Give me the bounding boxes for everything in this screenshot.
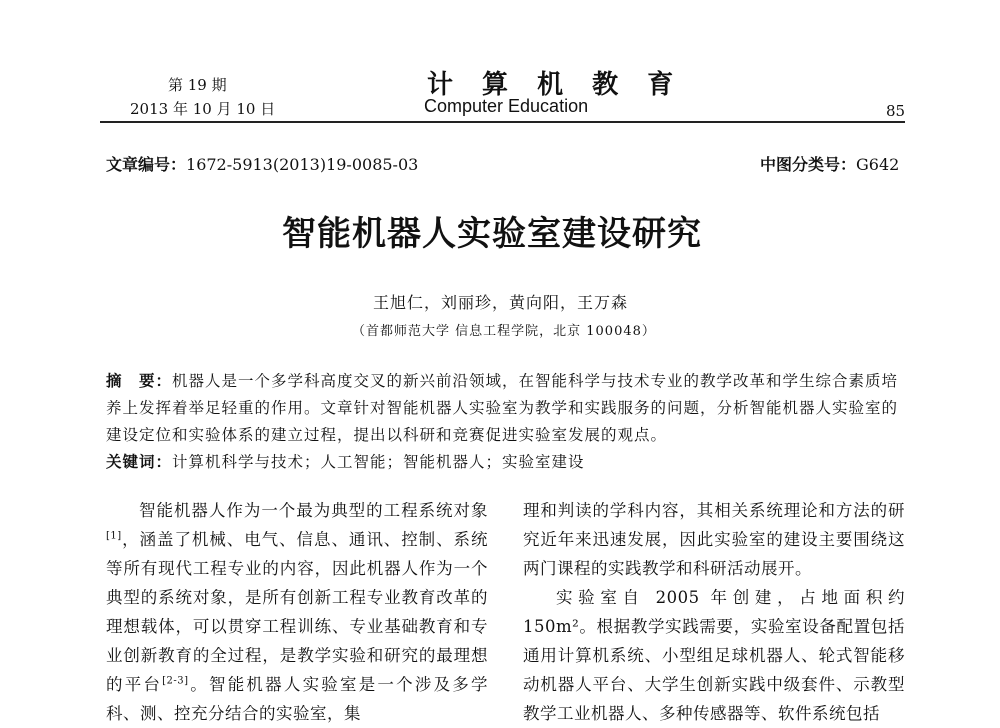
header-rule [100, 121, 905, 123]
journal-title-en: Computer Education [424, 96, 589, 116]
citation: [2-3] [162, 675, 189, 687]
keywords-label: 关键词： [106, 453, 173, 471]
abstract-text: 机器人是一个多学科高度交叉的新兴前沿领域，在智能科学与技术专业的教学改革和学生综合素质培养上发挥着举足轻重的作用。文章针对智能机器人实验室为教学和实践服务的问题，分析智能机器人实验室的建设定位和实验体系的建立过程，提出以科研和竞赛促进实验室发展的观点。 [106, 372, 899, 444]
classification-number [760, 152, 899, 175]
journal-title-cn: 计 算 机 教 育 [427, 70, 684, 100]
keywords [106, 449, 906, 476]
article-number [106, 152, 418, 175]
classification-value: G642 [856, 155, 900, 174]
authors: 王旭仁，刘丽珍，黄向阳，王万森 [373, 293, 629, 312]
article-title: 智能机器人实验室建设研究 [282, 214, 702, 254]
issue-date: 2013 年 10 月 10 日 [130, 100, 276, 118]
article-number-label: 文章编号： [106, 155, 187, 174]
abstract-label: 摘 要： [106, 372, 173, 390]
issue-number: 第 19 期 [168, 76, 227, 94]
body-text: 智能机器人作为一个最为典型的工程系统对象 [139, 501, 488, 520]
body-column-right [523, 496, 905, 728]
body-column-left [106, 496, 488, 728]
article-number-value: 1672-5913(2013)19-0085-03 [186, 155, 419, 174]
page-number: 85 [886, 102, 906, 120]
body-paragraph: 实验室自 2005 年创建，占地面积约 150m²。根据教学实践需要，实验室设备配置包括通用计算机系统、小型组足球机器人、轮式智能移动机器人平台、大学生创新实践中级套件、示教型教学工业机器人、多种传感器等、软件系统包括 [523, 588, 905, 723]
body-text: 。智能机器人实验室是一个涉及多学科、测、控充分结合的实验室，集 [106, 675, 489, 723]
citation: [1] [106, 530, 122, 542]
body-paragraph [106, 496, 488, 728]
classification-label: 中图分类号： [760, 155, 857, 174]
body-text: ，涵盖了机械、电气、信息、通讯、控制、系统等所有现代工程专业的内容，因此机器人作为一个典型的系统对象，是所有创新工程专业教育改革的理想载体，可以贯穿工程训练、专业基础教育和专业创新教育的全过程，是教学实验和研究的最理想的平台 [106, 530, 488, 694]
affiliation: （首都师范大学 信息工程学院，北京 100048） [352, 324, 656, 339]
abstract [106, 368, 906, 449]
keywords-text: 计算机科学与技术；人工智能；智能机器人；实验室建设 [172, 453, 585, 471]
body-paragraph: 理和判读的学科内容，其相关系统理论和方法的研究近年来迅速发展，因此实验室的建设主要围绕这两门课程的实践教学和科研活动展开。 [523, 501, 905, 578]
abstract-block [106, 368, 906, 476]
